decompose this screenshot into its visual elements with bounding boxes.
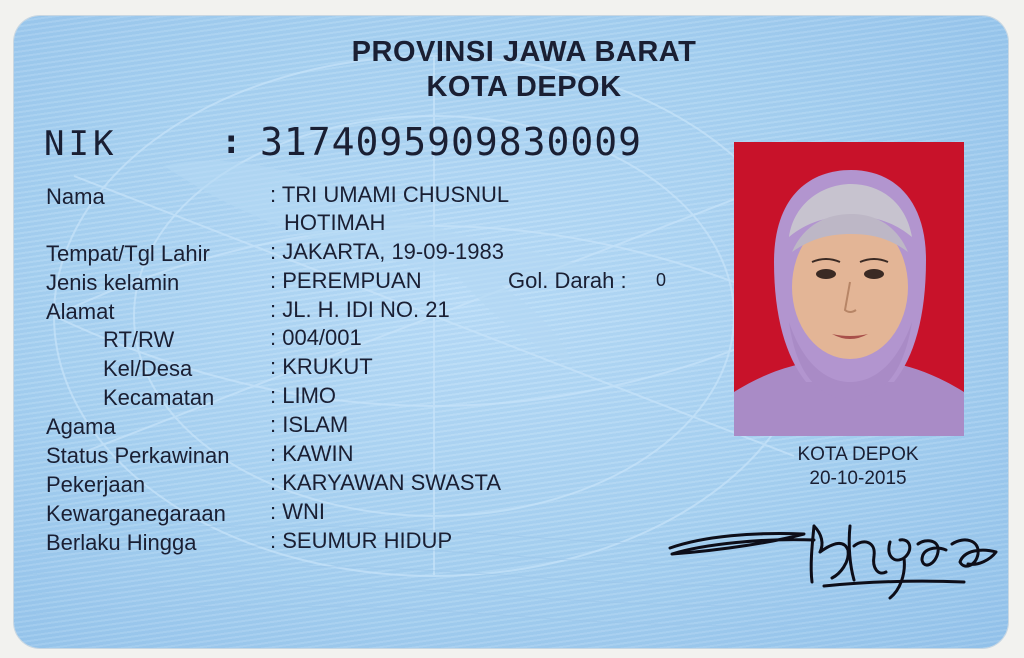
label-nama: Nama	[46, 184, 105, 209]
value-jenis-kelamin: : PEREMPUAN	[270, 268, 422, 293]
value-agama: : ISLAM	[270, 412, 349, 437]
issue-date: 20-10-2015	[809, 468, 907, 489]
value-pekerjaan: : KARYAWAN SWASTA	[270, 470, 502, 495]
value-kel-desa: : KRUKUT	[270, 354, 373, 379]
holder-photo	[734, 142, 964, 436]
nik-value: 3174095909830009	[260, 120, 643, 164]
value-alamat: : JL. H. IDI NO. 21	[270, 297, 450, 322]
label-rt-rw: RT/RW	[103, 327, 175, 352]
label-berlaku-hingga: Berlaku Hingga	[46, 530, 197, 555]
value-berlaku-hingga: : SEUMUR HIDUP	[270, 528, 453, 553]
label-kewarganegaraan: Kewarganegaraan	[46, 501, 226, 526]
label-tempat-tgl-lahir: Tempat/Tgl Lahir	[46, 241, 210, 266]
province-title: PROVINSI JAWA BARAT	[351, 36, 697, 68]
nik-separator: :	[221, 122, 242, 162]
value-status-perkawinan: : KAWIN	[270, 441, 354, 466]
label-pekerjaan: Pekerjaan	[46, 472, 146, 497]
nik-label: NIK	[44, 124, 118, 164]
label-status-perkawinan: Status Perkawinan	[46, 443, 230, 468]
label-kecamatan: Kecamatan	[103, 385, 215, 410]
value-nama-line2: HOTIMAH	[284, 210, 386, 235]
value-tempat-tgl-lahir: : JAKARTA, 19-09-1983	[270, 239, 504, 264]
label-alamat: Alamat	[46, 299, 115, 324]
label-gol-darah: Gol. Darah :	[508, 268, 627, 293]
value-gol-darah: 0	[656, 270, 667, 290]
issue-place: KOTA DEPOK	[797, 444, 919, 465]
value-kewarganegaraan: : WNI	[270, 499, 325, 524]
city-title: KOTA DEPOK	[426, 71, 622, 103]
value-rt-rw: : 004/001	[270, 325, 362, 350]
value-kecamatan: : LIMO	[270, 383, 337, 408]
label-kel-desa: Kel/Desa	[103, 356, 193, 381]
label-jenis-kelamin: Jenis kelamin	[46, 270, 180, 295]
holder-signature	[664, 486, 1008, 606]
value-nama-line1: : TRI UMAMI CHUSNUL	[270, 182, 510, 207]
label-agama: Agama	[46, 414, 116, 439]
id-card	[14, 16, 1008, 648]
